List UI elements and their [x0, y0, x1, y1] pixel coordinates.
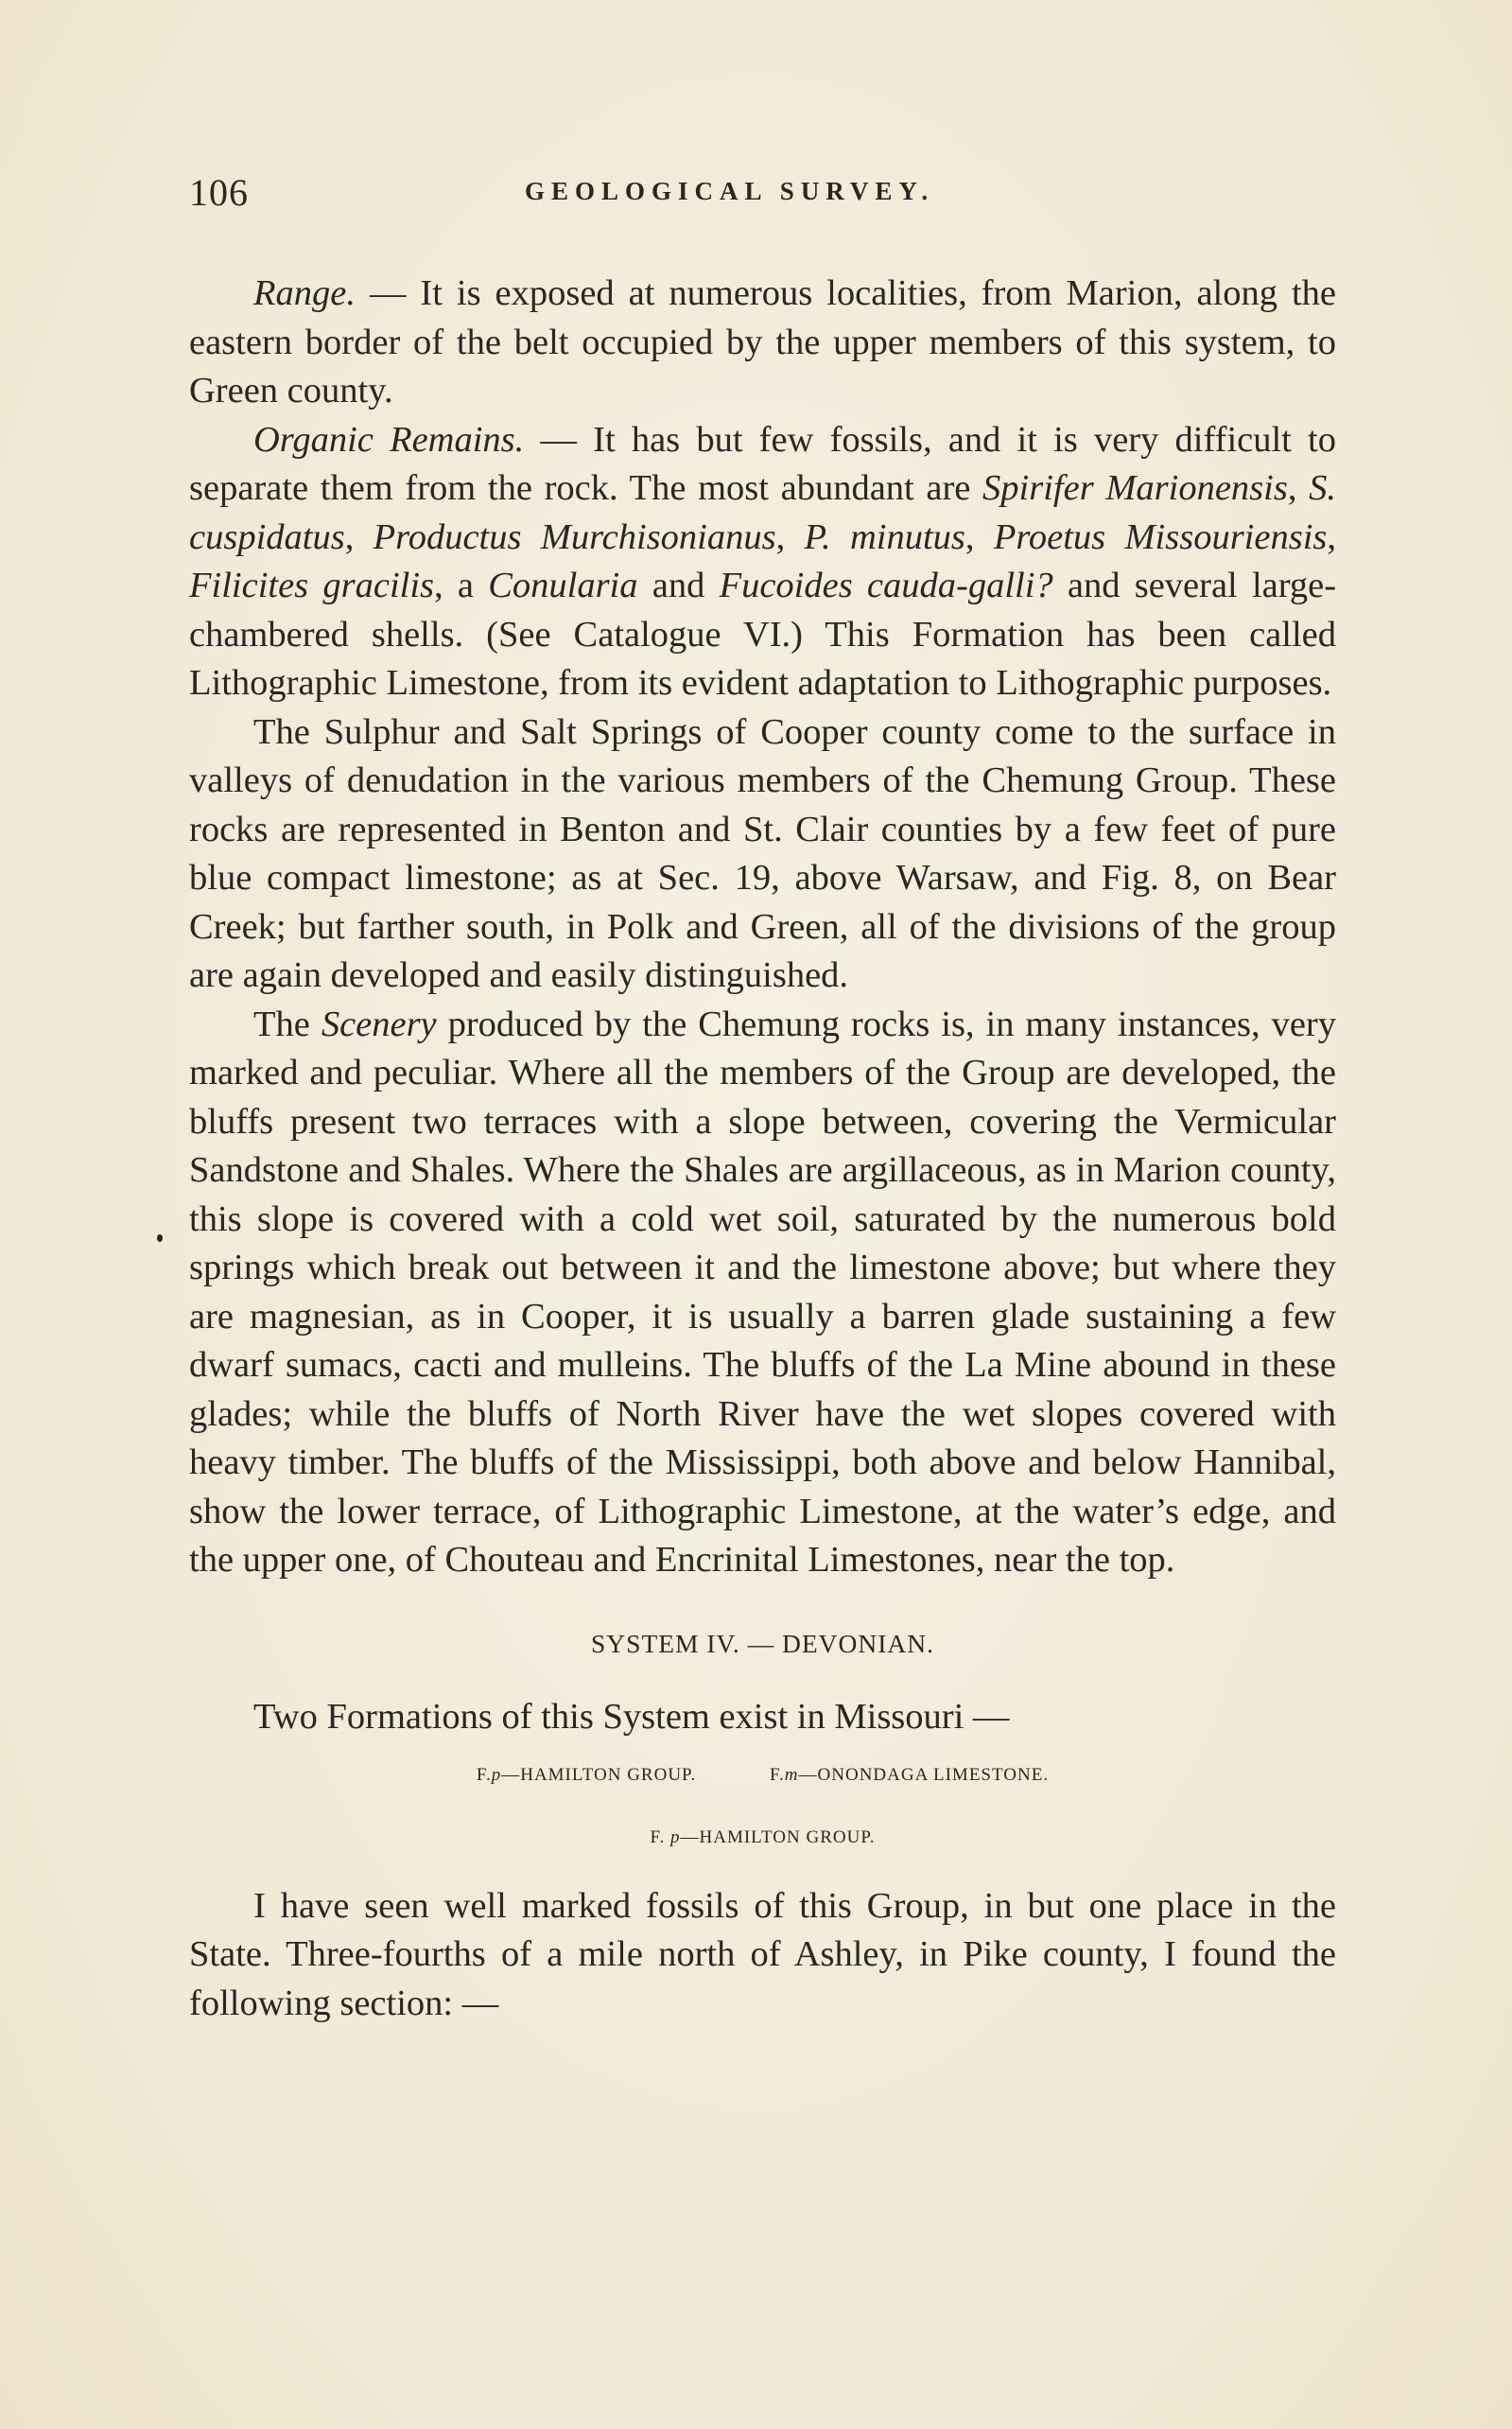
formation-hamilton — [477, 1759, 696, 1791]
subhead-prefix: F. — [650, 1826, 670, 1847]
scenery-text: produced by the Chemung rocks is, in many instances, very marked and peculiar. Where all the members of the Group are developed, the bluffs present two terraces with a slope between, covering the Vermicular Sandstone and Shales. Where the Shales are argillaceous, as in Marion county, this slope is covered with a cold wet soil, saturated by the numerous bold springs which break out between it and the limestone above; but where they are magnesian, as in Cooper, it is usually a barren glade sustaining a few dwarf sumacs, cacti and mulleins. The bluffs of the La Mine abound in these glades; while the bluffs of North River have the wet slopes covered with heavy timber. The bluffs of the Mississippi, both above and below Hannibal, show the lower terrace, of Lithographic Limestone, at the water’s edge, and the upper one, of Chouteau and Encrinital Limestones, near the top. — [189, 1004, 1336, 1580]
formation-name: —HAMILTON GROUP. — [501, 1764, 697, 1785]
range-paragraph — [189, 270, 1336, 416]
section-subheading — [189, 1822, 1336, 1854]
species-name: Proetus Missouriensis — [993, 516, 1328, 557]
running-title: GEOLOGICAL SURVEY. — [525, 177, 935, 205]
subhead-name: —HAMILTON GROUP. — [680, 1826, 876, 1847]
scenery-lead: Scenery — [321, 1004, 437, 1044]
separator: , — [965, 516, 994, 557]
formations-intro: Two Formations of this System exist in Missouri — — [253, 1696, 1010, 1737]
formation-letter: p — [491, 1764, 502, 1785]
species-name: Productus Murchisonianus — [373, 516, 776, 557]
species-name: Spirifer Marionensis — [982, 468, 1288, 508]
separator: , — [775, 516, 805, 557]
separator: , a — [434, 566, 489, 605]
separator: and — [637, 566, 720, 605]
species-name: Fucoides cauda-galli? — [719, 566, 1053, 605]
page-body — [189, 270, 1336, 2028]
species-name: P. minutus — [804, 516, 965, 557]
formation-prefix: F. — [770, 1764, 785, 1785]
page-header — [189, 170, 1343, 227]
springs-paragraph: The Sulphur and Salt Springs of Cooper county come to the surface in valleys of denudation in the various members of the Chemung Group. These rocks are represented in Benton and St. Clair counties by a few feet of pure blue compact limestone; as at Sec. 19, above Warsaw, and Fig. 8, on Bear Creek; but farther south, in Polk and Green, all of the divisions of the group are again developed and easily distinguished. — [189, 711, 1336, 995]
separator: , — [344, 516, 374, 557]
page-number: 106 — [189, 171, 249, 214]
scenery-paragraph — [189, 1001, 1336, 1585]
ink-speck — [157, 1234, 163, 1242]
hamilton-paragraph: I have seen well marked fossils of this Group, in but one place in the State. Three-fourths of a mile north of Ashley, in Pike county, I found the following section: — — [189, 1885, 1336, 2023]
species-name: Conularia — [488, 566, 638, 605]
separator: , — [1287, 468, 1310, 508]
formation-prefix: F. — [476, 1764, 492, 1785]
species-name: S. cuspidatus — [189, 468, 1336, 557]
formation-onondaga — [770, 1759, 1049, 1791]
organic-remains-paragraph — [189, 416, 1336, 708]
formation-list — [189, 1759, 1336, 1791]
organic-text-1: — It has but few fossils, and it is very difficult to separate them from the rock. The most abundant are — [189, 419, 1336, 508]
organic-text-2: and several large-chambered shells. (See Catalogue VI.) This Formation has been called Lithographic Limestone, from its evident adaptation to Lithographic purposes. — [189, 566, 1337, 703]
subhead-letter: p — [670, 1826, 681, 1847]
system-heading: SYSTEM IV. — DEVONIAN. — [591, 1628, 934, 1658]
range-lead: Range. — [253, 273, 356, 313]
range-text: — It is exposed at numerous localities, from Marion, along the eastern border of the belt occupied by the upper members of this system, to Green county. — [189, 273, 1336, 411]
scenery-pre: The — [253, 1004, 322, 1044]
separator: , — [1327, 516, 1336, 557]
species-name: Filicites gracilis — [189, 566, 435, 605]
formation-name: —ONONDAGA LIMESTONE. — [798, 1764, 1050, 1785]
formation-letter: m — [784, 1764, 799, 1785]
organic-lead: Organic Remains. — [253, 419, 525, 460]
